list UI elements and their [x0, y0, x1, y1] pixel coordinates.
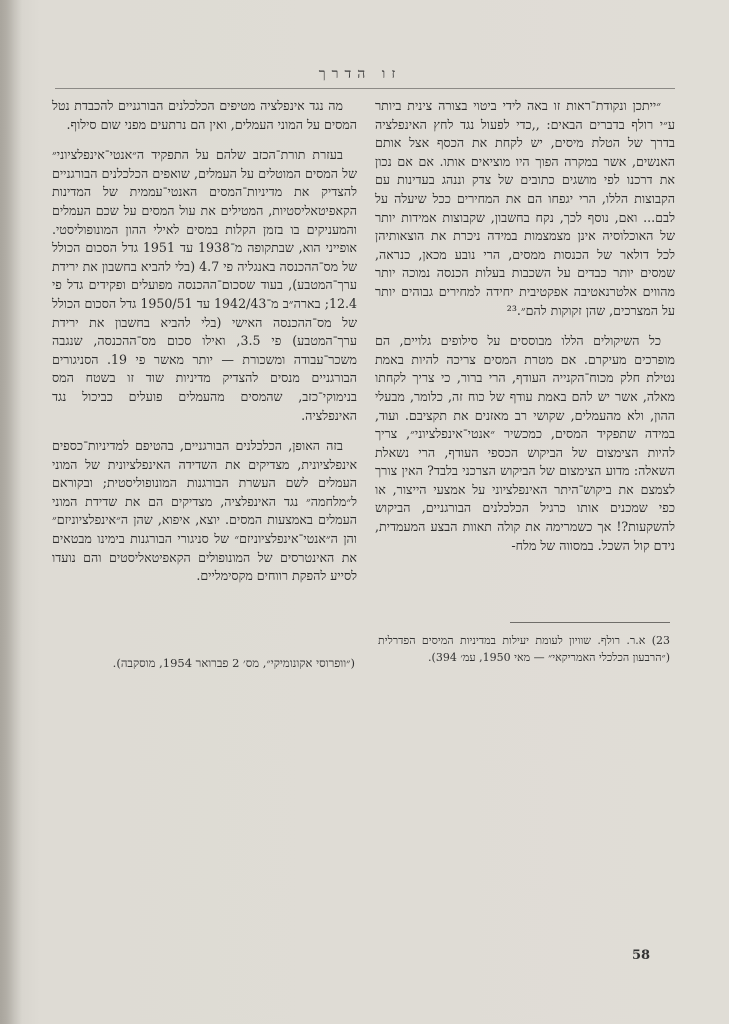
binding-shadow	[0, 0, 22, 1024]
left-paragraph-3: בזה האופן, הכלכלנים הבורגניים, בהטיפם למדיניות־כספים אינפלציונית, מצדיקים את השדידה האינפלציונית של המוני העמלים לשם העשרת הבורגנות המונופוליסטית; ובקוראם ל״מלחמה״ נגד האינפלציה, מצדיקים הם את שדידת המוני העמלים באמצעות המסים. יוצא, איפוא, שהן ה״אינפלציוניזם״ והן ה״אנטי־אינפלציוניזם״ של סניגורי הבורגנות בימינו מבטאים את האינטרסים של המונופולים הקאפיטאליסטים והם נועדו לסייע להפקת רווחים מקסימליים.	[52, 438, 357, 584]
footnote: 23) א.ר. רולף. שוויון לעומת יעילות במדיניות המיסים הפדרלית (״הרבעון הכלכלי האמריקאי״ — מאי 1950, עמ׳ 394).	[378, 634, 670, 664]
running-header: זו הדרך	[318, 66, 402, 82]
left-column	[52, 97, 357, 598]
footnote-rule	[510, 622, 670, 623]
left-paragraph-2: בעזרת תורת־הכזב שלהם על התפקיד ה״אנטי־אינפלציוני״ של המסים המוטלים על העמלים, שואפים הכלכלנים הבורגניים להצדיק את מדיניות־המסים האנטי־עממית של המדינות הקאפיטאליסטיות, המטילים את עול המסים על שכם העמלים והמעניקים בו בזמן הקלות במסים לאילי ההון המונופוליסטי. אופייני הוא, שבתקופה מ־1938 עד 1951 גדל הסכום הכולל של מס־ההכנסה באנגליה פי 4.7 (בלי להביא בחשבון את ירידת ערך־המטבע), בעוד שסכום־ההכנסה מפועלים ופקידים גדל פי 12.4; בארה״ב מ־1942/43 עד 1950/51 גדל הסכום הכולל של מס־ההכנסה האישי (בלי להביא בחשבון את ירידת ערך־המטבע) פי 3.5, ואילו סכום מס־ההכנסה, שנגבה משכר־עבודה ומשכורת — יותר מאשר פי 19. הסניגורים הבורגניים מנסים להצדיק מדיניות שוד זו בשטח המס בנימוקי־כזב, שהמסים מהעמלים פועלים כביכול נגד האינפלציה.	[52, 147, 357, 423]
right-column	[375, 97, 675, 567]
left-paragraph-1: מה נגד אינפלציה מטיפים הכלכלנים הבורגניים להכבדת נטל המסים על המוני העמלים, ואין הם נרתעים מפני שום סילוף.	[52, 98, 357, 132]
source-citation: (״וופרוסי אקונומיקי״, מס׳ 2 פברואר 1954, מוסקבה).	[112, 656, 355, 670]
header-rule	[55, 88, 675, 89]
right-paragraph-1: ״ייתכן ונקודת־ראות זו באה לידי ביטוי בצורה צינית ביותר ע״י רולף בדברים הבאים: ,,כדי לפעול נגד לחץ האינפלציה בדרך של הטלת מיסים, יש לקחת את הכסף אצל אותם האנשים, אשר במקרה הפוך היו מוציאים אותו. אם אם נכון את דרכנו לפי מושגים כתובים של צדק וננהג בעדינות עם הקבוצות הללו, הרי יגפחו הם את המחירים ככל שיעלה על לבם... ואם, נוסף לכך, נקח בחשבון, שקבוצות אמידות יותר של האוכלוסיה אינן מצמצמות במידה ניכרת את הוצאותיהן לכל דולאר של הכנסות ממסים, הרי נובע מכאן, כנראה, שמסים יותר כבדים על השכבות בעלות הכנסה נמוכה יותר מהווים אלטרנאטיבה אפקטיבית יחידה למחירים גבוהים יותר על המצרכים, שהן זקוקות להם״.²³	[375, 98, 675, 318]
page-number: 58	[632, 948, 651, 963]
right-paragraph-2: כל השיקולים הללו מבוססים על סילופים גלויים, הם מופרכים מעיקרם. אם מטרת המסים צריכה להיות באמת נטילת חלק מכוח־הקנייה העודף, הרי ברור, כי צריך לקחתו מאלה, אשר יש להם באמת עודף של כוח זה, כלומר, מבעלי ההון, ולא מהעמלים, שקושי רב מאזנים את תקציבם. ועוד, במידה שתפקיד המסים, כמכשיר ״אנטי־אינפלציוני״, צריך להיות הצימצום של הביקוש הכספי העודף, הרי נשאלת השאלה: מדוע הצימצום של הביקוש הצרכני בלבד? האין צורך לצמצם את ביקוש־היתר האינפלציוני על אמצעי הייצור, או כפי שמכנים אותו כרגיל הכלכלנים הבורגניים, הביקוש להשקעות?! אך כשמרימה את קולה תאוות הבצע המעמדית, נידם קול השכל. במסווה של מלח-	[375, 333, 675, 553]
